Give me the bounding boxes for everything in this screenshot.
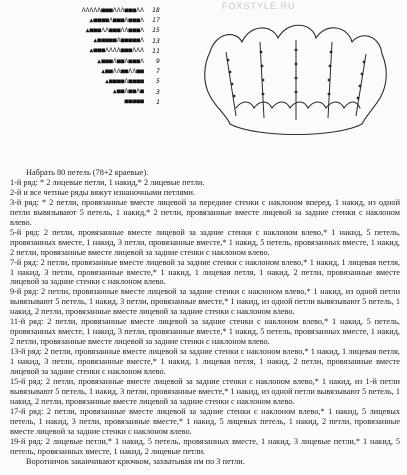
collar-illustration — [196, 12, 396, 142]
stitch-chart — [40, 5, 160, 107]
chart-row: ▲■■■■■Λ■■■■■Λ 13 — [93, 36, 160, 45]
chart-row: ▲■■■ΛΛΛΛ■■■ΛΛΛ 11 — [89, 46, 160, 55]
ending-line: Воротничок заканчивают крючком, захватывая им по 3 петли. — [26, 456, 245, 466]
row-instruction: 19-й ряд: 2 лицевые петли,* 1 накид, 5 петель, провязанных вместе, 1 накид, 3 лицевые петли,* 1 накид, 5 петель, провязанных вместе, 1 накид, 2 лицевые петли. — [10, 436, 400, 456]
intro-line: Набрать 80 петель (78+2 краевые). — [26, 168, 149, 177]
chart-row: ■■■■■ 1 — [124, 97, 160, 106]
row-instruction: 7-й ряд: 2 петли, провязанные вместе лицевой за задние стенки с наклоном влево,* 1 накид, 1 лицевая петля, 1 накид, 3 петли, провязанные вместе,* 1 накид, 1 лицевая петля, 1 накид, 2 петли, провязанные вместе лицевой за задние стенки с наклоном влево. — [10, 257, 400, 287]
chart-row: ▲■■■■Λ■■■■ 5 — [105, 77, 160, 86]
chart-row: ΛΛΛΛΛ■■■ΛΛΛ■■■ΛΛ 18 — [81, 6, 160, 15]
row-instruction: 2-й и все четные ряды вяжут изнаночными петлями. — [10, 187, 196, 197]
chart-row: ▲■■■Λ■■Λ■■■Λ 9 — [97, 57, 160, 66]
watermark: FOXSTYLE.RU — [222, 1, 296, 11]
chart-row: ▲■■Λ■■Λ■ 3 — [112, 87, 160, 96]
chart-row: ▲■■ΛΛ■■ΛΛ■■ 7 — [101, 67, 160, 76]
chart-row: ▲■■■ΛΛ■■■ΛΛ■■■Λ 15 — [85, 26, 160, 35]
row-instruction: 9-й ряд: 2 петли, провязанные вместе лицевой за задние стенки с наклоном влево,* 1 накид, из одной петли вывязывают 5 петель, 1 накид, 3 петли, провязанные вместе,* 1 накид, из одной петли вывязывают 5 петель, 1 накид, 2 петли, провязанные вместе лицевой за задние стенки с наклоном влево. — [10, 287, 401, 317]
row-instruction: 13-й ряд: 2 петли, провязанные вместе лицевой за задние стенки с наклоном влево,* 1 накид, 1 лицевая петля, 1 накид, 3 петли, провязанные вместе,* 1 накид, 1 лицевая петля, 1 накид, 2 петли, провязанные вместе лицевой за задние стенки с наклоном влево. — [10, 347, 400, 377]
row-instruction: 17-й ряд: 2 петли, провязанные вместе лицевой за задние стенки с наклоном влево,* 1 накид, 5 лицевых петель, 1 накид, 3 петли, провязанные вместе,* 1 накид, 5 лицевых петель, 1 накид, 2 петли, провязанные вместе лицевой за задние стенки с наклоном влево. — [10, 406, 400, 436]
row-instruction: 1-й ряд: * 2 лицевые петли, 1 накид,* 2 лицевые петли. — [10, 177, 205, 187]
row-instruction: 3-й ряд: * 2 петли, провязанные вместе лицевой за передние стенки с наклоном вперед, 1 накид, из одной петли вывязывают 5 петель, 1 накид,* 2 петли, провязанные вместе лицевой за задние стенки с наклоном влево. — [10, 197, 401, 227]
row-instruction: 11-й ряд: 2 петли, провязанные вместе лицевой за задние стенки с наклоном влево,* 1 накид, 5 петель, провязанных вместе, 1 накид, 3 петли, провязанные вместе,* 1 накид, 5 петель, провязанных вместе, 1 накид, 2 петли, провязанные вместе лицевой за задние стенки с наклоном влево. — [10, 317, 400, 347]
row-instruction: 5-й ряд: 2 петли, провязанные вместе лицевой за задние стенки с наклоном влево,* 1 накид, 5 петель, провязанных вместе, 1 накид, 3 петли, провязанные вместе,* 1 накид, 5 петель, провязанных вместе, 1 накид, 2 петли, провязанные вместе лицевой за задние стенки с наклоном влево. — [10, 227, 401, 257]
chart-row: ▲■■■■Λ■■■Λ■■■Λ 17 — [89, 16, 160, 25]
pattern-instructions — [10, 168, 400, 467]
row-instruction: 15-й ряд: 2 петли, провязанные вместе лицевой за задние стенки с наклоном влево,* 1 накид, из 1-й петли вывязывают 5 петель, 1 накид, 3 петли, провязанные вместе,* 1 накид, из одной петли вывязывают 5 петель, 1 накид, 2 петли, провязанные вместе лицевой за задние стенки с наклоном влево. — [10, 377, 401, 406]
